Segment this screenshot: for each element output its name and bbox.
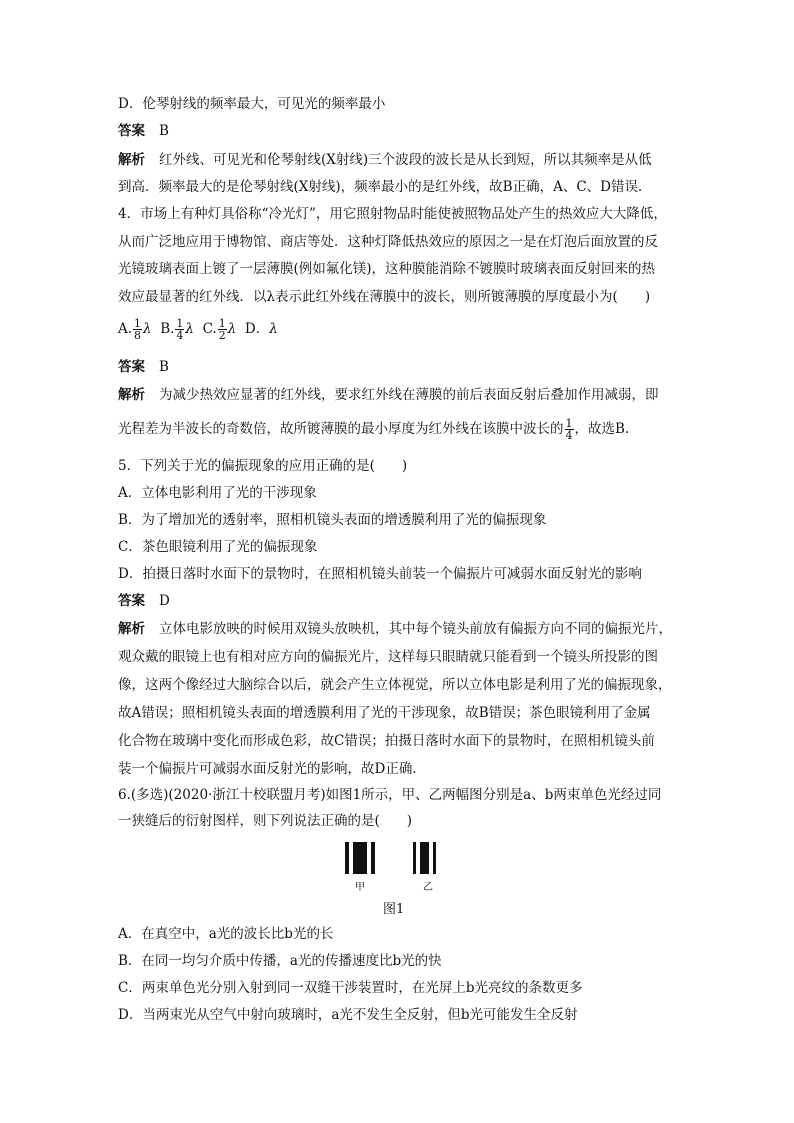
diffraction-fringe — [345, 842, 349, 874]
q6-option-b: B．在同一均匀介质中传播，a光的传播速度比b光的快 — [118, 953, 442, 969]
q5-option-c: C．茶色眼镜利用了光的偏振现象 — [118, 539, 318, 555]
q3-answer-row — [118, 121, 169, 141]
q4-analysis-line-2: 光程差为半波长的奇数倍，故所镀薄膜的最小厚度为红外线在该膜中波长的 $\frac{1}{4}$ ，故选B. — [118, 417, 630, 442]
q5-stem: 5．下列关于光的偏振现象的应用正确的是( ) — [118, 458, 408, 474]
q4-answer-row — [118, 357, 169, 377]
q4-option-b-fraction: $\frac{1}{4}$ — [176, 317, 184, 342]
q4-stem-line-1: 4．市场上有种灯具俗称“冷光灯”，用它照射物品时能使被照物品处产生的热效应大大降低， — [118, 206, 667, 222]
diffraction-fringe — [413, 842, 416, 874]
analysis-text: 立体电影放映的时候用双镜头放映机，其中每个镜头前放有偏振方向不同的偏振光片， — [159, 621, 672, 637]
analysis-label: 解析 — [118, 152, 145, 168]
diffraction-fringe — [353, 842, 367, 874]
q6-option-c: C．两束单色光分别入射到同一双缝干涉装置时，在光屏上b光亮纹的条数更多 — [118, 980, 583, 996]
q5-option-d: D．拍摄日落时水面下的景物时，在照相机镜头前装一个偏振片可减弱水面反射光的影响 — [118, 566, 642, 582]
q5-option-a: A．立体电影利用了光的干涉现象 — [118, 485, 317, 501]
figure-caption: 图1 — [383, 902, 405, 917]
analysis-label: 解析 — [118, 621, 145, 637]
diffraction-figure — [340, 842, 450, 894]
q3-analysis-line-1 — [118, 150, 652, 170]
q4-stem-line-2: 从而广泛地应用于博物馆、商店等处．这种灯降低热效应的原因之一是在灯泡后面放置的反 — [118, 234, 658, 250]
answer-value: B — [159, 123, 169, 139]
diffraction-fringe — [420, 842, 429, 874]
q4-analysis-fraction: $\frac{1}{4}$ — [565, 417, 573, 442]
q4-option-d-label: D． — [244, 321, 270, 337]
q4-option-d-value: λ — [269, 321, 278, 337]
q4-stem-line-4: 效应最显著的红外线．以λ表示此红外线在薄膜中的波长，则所镀薄膜的厚度最小为( ) — [118, 289, 651, 305]
figure-label-yi: 乙 — [423, 882, 433, 893]
q5-analysis-line-1 — [118, 619, 672, 639]
q5-analysis-line-5: 化合物在玻璃中变化而形成色彩，故C错误；拍摄日落时水面下的景物时，在照相机镜头前 — [118, 733, 655, 749]
q4-option-a-label: A. — [118, 321, 133, 337]
q5-answer-row — [118, 591, 170, 611]
q5-analysis-line-4: 故A错误；照相机镜头表面的增透膜利用了光的干涉现象，故B错误；茶色眼镜利用了金属 — [118, 705, 651, 721]
answer-label: 答案 — [118, 123, 145, 139]
q5-option-b: B．为了增加光的透射率，照相机镜头表面的增透膜利用了光的偏振现象 — [118, 512, 547, 528]
q4-analysis-line-1 — [118, 385, 659, 405]
q5-analysis-line-6: 装一个偏振片可减弱水面反射光的影响，故D正确． — [118, 761, 426, 777]
q4-option-b-label: B. — [160, 321, 175, 337]
q6-option-d: D．当两束光从空气中射向玻璃时，a光不发生全反射，但b光可能发生全反射 — [118, 1007, 578, 1023]
q4-option-c-label: C. — [202, 321, 217, 337]
q4-stem-line-3: 光镜玻璃表面上镀了一层薄膜(例如氟化镁)，这种膜能消除不镀膜时玻璃表面反射回来的热 — [118, 261, 656, 277]
diffraction-fringe — [371, 842, 375, 874]
answer-label: 答案 — [118, 593, 145, 609]
analysis-label: 解析 — [118, 387, 145, 403]
diffraction-fringe — [433, 842, 436, 874]
answer-value: D — [159, 593, 170, 609]
analysis-text: 为减少热效应显著的红外线，要求红外线在薄膜的前后表面反射后叠加作用减弱，即 — [159, 387, 659, 403]
q4-option-a-fraction: $\frac{1}{8}$ — [134, 317, 142, 342]
q5-analysis-line-3: 像，这两个像经过大脑综合以后，就会产生立体视觉，所以立体电影是利用了光的偏振现象， — [118, 677, 672, 693]
q5-analysis-line-2: 观众戴的眼镜上也有相对应方向的偏振光片，这样每只眼睛就只能看到一个镜头所投影的图 — [118, 649, 658, 665]
q6-stem-line-1: 6.(多选)(2020·浙江十校联盟月考)如图1所示，甲、乙两幅图分别是a、b两束单色光经过同 — [118, 787, 662, 803]
analysis-text: 红外线、可见光和伦琴射线(X射线)三个波段的波长是从长到短，所以其频率是从低 — [159, 152, 652, 168]
figure-label-jia: 甲 — [355, 882, 365, 893]
q4-options: A. $\frac{1}{8}$ λ B. $\frac{1}{4}$ λ C. $\frac{1}{2}$ λ D．λ — [118, 317, 278, 342]
q3-analysis-line-2: 到高．频率最大的是伦琴射线(X射线)，频率最小的是红外线，故B正确，A、C、D错误． — [118, 179, 652, 195]
q3-option-d: D．伦琴射线的频率最大，可见光的频率最小 — [118, 96, 386, 112]
answer-value: B — [159, 359, 169, 375]
q6-stem-line-2: 一狭缝后的衍射图样，则下列说法正确的是( ) — [118, 813, 413, 829]
answer-label: 答案 — [118, 359, 145, 375]
q6-option-a: A．在真空中，a光的波长比b光的长 — [118, 926, 334, 942]
q4-option-c-fraction: $\frac{1}{2}$ — [218, 317, 226, 342]
